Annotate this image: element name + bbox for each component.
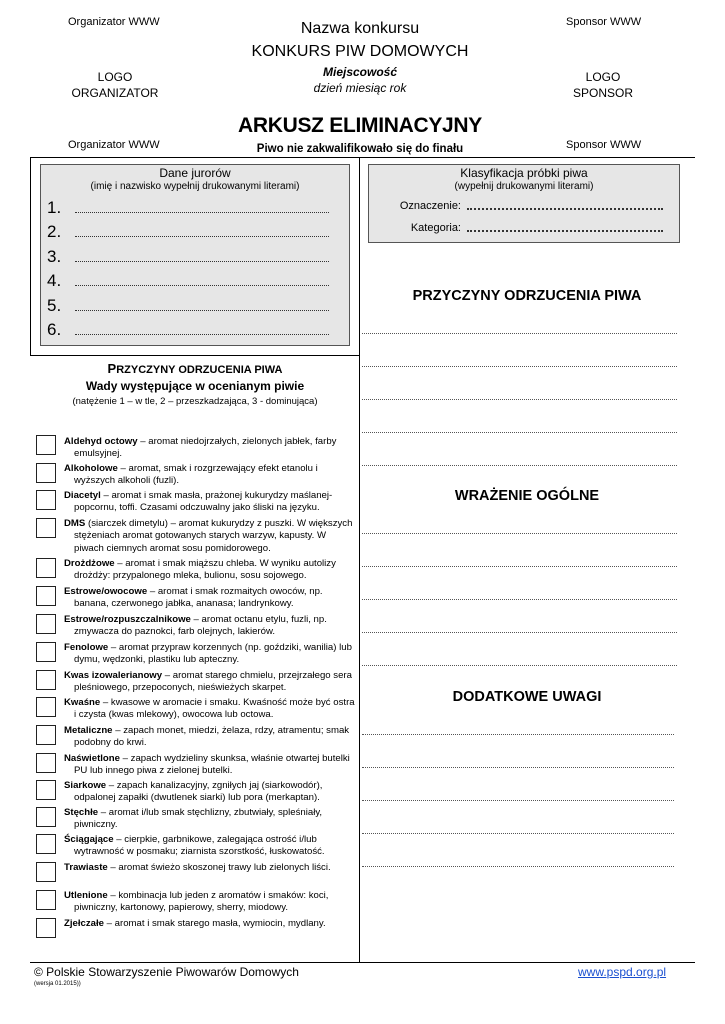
jurors-box — [40, 164, 350, 346]
flaw-description — [64, 697, 356, 722]
flaw-checkbox[interactable] — [36, 614, 56, 634]
flaw-term: Aldehyd octowy — [64, 436, 138, 447]
flaw-checkbox[interactable] — [36, 435, 56, 455]
category-field[interactable] — [467, 220, 663, 232]
flaw-term: Metaliczne — [64, 725, 113, 736]
footer-copyright: © Polskie Stowarzyszenie Piwowarów Domowych — [34, 965, 299, 979]
flaw-term: Alkoholowe — [64, 463, 118, 474]
flaw-checkbox[interactable] — [36, 697, 56, 717]
juror-number: 5. — [47, 295, 62, 315]
additional-notes-heading: DODATKOWE UWAGI — [452, 689, 602, 705]
sample-id-row[interactable] — [369, 198, 679, 212]
flaw-term: Trawiaste — [64, 862, 108, 873]
flaw-desc: – aromat świeżo skoszonej trawy lub zielonych liści. — [107, 862, 331, 873]
flaw-desc: – aromat i smak rozmaitych owoców, np. banana, czerwonego jabłka, ananasa; landrynkowy. — [74, 586, 323, 610]
impression-line[interactable] — [362, 632, 677, 633]
flaw-checkbox[interactable] — [36, 780, 56, 800]
flaw-desc: – zapach wydzieliny skunksa, właśnie otwartej butelki PU lub innego piwa z zielonej butelki. — [74, 753, 350, 777]
header-divider — [30, 157, 695, 158]
impression-line[interactable] — [362, 665, 677, 666]
contest-date: dzień miesiąc rok — [313, 81, 407, 95]
flaw-description — [64, 807, 356, 832]
flaw-checkbox[interactable] — [36, 558, 56, 578]
flaw-description — [64, 890, 356, 915]
flaw-desc: – kwasowe w aromacie i smaku. Kwaśność może być ostra i czysta (kwas mlekowy), owocowa lub octowa. — [74, 697, 355, 721]
flaw-term: Naświetlone — [64, 753, 120, 764]
rejection-line[interactable] — [362, 399, 677, 400]
juror-number: 6. — [47, 320, 62, 339]
flaw-desc: – zapach kanalizacyjny, zgniłych jaj (siarkowodór), odpalonej zapałki (dwutlenek siarki) lub pora (merkaptan). — [74, 780, 323, 804]
sheet-title: ARKUSZ ELIMINACYJNY — [238, 114, 482, 137]
sponsor-top-label: Sponsor WWW — [566, 16, 642, 28]
juror-row[interactable] — [47, 292, 331, 317]
footer-divider — [30, 962, 695, 963]
rejection-line[interactable] — [362, 333, 677, 334]
flaw-checkbox[interactable] — [36, 753, 56, 773]
flaw-desc: – aromat i smak starego masła, wymiocin, mydlany. — [104, 918, 326, 929]
flaw-description — [64, 490, 356, 515]
footer-version: (wersja 01.2015)) — [34, 981, 81, 987]
flaw-term: Drożdżowe — [64, 558, 115, 569]
contest-name: Nazwa konkursu — [300, 20, 420, 37]
jurors-list — [41, 194, 349, 341]
flaw-description — [64, 725, 356, 750]
classification-instruction: (wypełnij drukowanymi literami) — [454, 181, 594, 192]
flaw-checkbox[interactable] — [36, 463, 56, 483]
notes-line[interactable] — [362, 734, 674, 735]
flaw-term: Zjełczałe — [64, 918, 104, 929]
notes-line[interactable] — [362, 833, 674, 834]
column-divider — [359, 157, 360, 962]
flaws-subtitle: Wady występujące w ocenianym piwie — [85, 379, 305, 393]
flaw-checkbox[interactable] — [36, 807, 56, 827]
jurors-instruction: (imię i nazwisko wypełnij drukowanymi literami) — [90, 181, 300, 192]
juror-name-line[interactable] — [75, 272, 329, 286]
flaw-term: DMS — [64, 518, 86, 529]
juror-name-line[interactable] — [75, 223, 329, 237]
category-row[interactable] — [369, 220, 679, 234]
flaws-title — [30, 361, 360, 376]
flaw-term: Stęchłe — [64, 807, 99, 818]
impression-line[interactable] — [362, 533, 677, 534]
logo-sponsor-line2: SPONSOR — [572, 86, 633, 100]
flaw-desc: – cierpkie, garbnikowe, zalegająca ostrość i/lub wytrawność w posmaku; ziarnista szorstkość, łuskowatość. — [74, 834, 325, 858]
flaw-desc: – aromat i smak miąższu chleba. W wyniku autolizy drożdży: przypalonego mleka, bulionu, sosu sojowego. — [74, 558, 336, 582]
flaw-checkbox[interactable] — [36, 890, 56, 910]
contest-title: KONKURS PIW DOMOWYCH — [251, 43, 469, 60]
rejection-line[interactable] — [362, 366, 677, 367]
classification-title: Klasyfikacja próbki piwa — [460, 166, 588, 180]
organizer-top-label: Organizator WWW — [68, 16, 160, 28]
flaw-description — [64, 862, 356, 874]
juror-number: 1. — [47, 197, 62, 217]
flaw-desc: – aromat przypraw korzennych (np. goździki, wanilia) lub dymu, wędzonki, plastiku lub apteczny. — [74, 642, 352, 666]
flaw-term: Fenolowe — [64, 642, 109, 653]
flaw-description — [64, 753, 356, 778]
flaw-term: Utlenione — [64, 890, 108, 901]
flaw-checkbox[interactable] — [36, 862, 56, 882]
logo-sponsor-line1: LOGO — [585, 70, 621, 84]
flaw-description — [64, 614, 356, 639]
sheet-subtitle: Piwo nie zakwalifikowało się do finału — [256, 143, 464, 155]
flaw-description — [64, 558, 356, 583]
flaw-desc: – aromat, smak i rozgrzewający efekt etanolu i wyższych alkoholi (fuzli). — [74, 463, 318, 487]
sample-id-label: Oznaczenie: — [399, 200, 461, 212]
rejection-line[interactable] — [362, 465, 677, 466]
rejection-line[interactable] — [362, 432, 677, 433]
flaw-checkbox[interactable] — [36, 918, 56, 938]
flaw-checkbox[interactable] — [36, 518, 56, 538]
jurors-title: Dane jurorów — [159, 166, 231, 180]
impression-line[interactable] — [362, 599, 677, 600]
notes-line[interactable] — [362, 800, 674, 801]
juror-number: 3. — [47, 246, 62, 266]
flaw-desc: – aromat starego chmielu, przejrzałego sera pleśniowego, przepoconych, nieświeżych skarpet. — [74, 670, 352, 694]
flaws-title-rest: RZYCZYNY ODRZUCENIA PIWA — [116, 364, 283, 376]
juror-number: 2. — [47, 222, 62, 241]
notes-line[interactable] — [362, 767, 674, 768]
classification-box — [368, 164, 680, 243]
flaw-term: Estrowe/owocowe — [64, 586, 148, 597]
flaw-checkbox[interactable] — [36, 586, 56, 606]
flaw-description — [64, 918, 356, 930]
jurors-section-divider — [30, 355, 360, 356]
flaw-desc: – aromat octanu etylu, fuzli, np. zmywacza do paznokci, farb olejnych, lakierów. — [74, 614, 327, 638]
juror-row[interactable] — [47, 243, 331, 268]
rejection-reasons-heading: PRZYCZYNY ODRZUCENIA PIWA — [412, 288, 642, 304]
flaw-term: Kwas izowalerianowy — [64, 670, 163, 681]
flaw-description — [64, 518, 356, 555]
flaw-term: Kwaśne — [64, 697, 101, 708]
footer-website-link[interactable]: www.pspd.org.pl — [578, 965, 667, 979]
juror-name-line[interactable] — [75, 297, 329, 311]
flaw-description — [64, 436, 356, 461]
flaw-checkbox[interactable] — [36, 725, 56, 745]
category-label: Kategoria: — [410, 222, 461, 234]
flaw-desc: – aromat i/lub smak stęchlizny, zbutwiały, spleśniały, piwniczny. — [74, 807, 323, 831]
logo-organizer-line1: LOGO — [97, 70, 133, 84]
juror-number: 4. — [47, 271, 62, 290]
flaw-term: Diacetyl — [64, 490, 101, 501]
flaw-description — [64, 586, 356, 611]
contest-location: Miejscowość — [322, 65, 398, 79]
flaw-desc: (siarczek dimetylu) – aromat kukurydzy z puszki. W większych stężeniach aromat gotowanych starych warzyw, kapusty. W piwach ciemnych aromat sosu pomidorowego. — [74, 518, 353, 554]
flaw-term: Siarkowe — [64, 780, 107, 791]
flaw-desc: – kombinacja lub jeden z aromatów i smaków: koci, piwniczny, kartonowy, papierowy, sherry, miodowy. — [74, 890, 329, 914]
flaw-description — [64, 670, 356, 695]
juror-row[interactable] — [47, 219, 331, 244]
flaw-description — [64, 834, 356, 859]
left-border-top — [30, 157, 31, 355]
flaws-title-initial: P — [107, 361, 117, 376]
juror-name-line[interactable] — [75, 321, 329, 335]
flaw-checkbox[interactable] — [36, 642, 56, 662]
impression-line[interactable] — [362, 566, 677, 567]
sponsor-bottom-label: Sponsor WWW — [566, 139, 642, 151]
flaw-term: Ściągające — [64, 834, 114, 845]
sample-id-field[interactable] — [467, 198, 663, 210]
flaw-desc: – aromat i smak masła, prażonej kukurydzy maślanej- popcornu, toffi. Czasami odczuwalny jako śliski na języku. — [74, 490, 333, 514]
juror-row[interactable] — [47, 194, 331, 219]
flaw-checkbox[interactable] — [36, 670, 56, 690]
flaw-checkbox[interactable] — [36, 834, 56, 854]
organizer-bottom-label: Organizator WWW — [68, 139, 160, 151]
flaw-term: Estrowe/rozpuszczalnikowe — [64, 614, 191, 625]
juror-row[interactable] — [47, 268, 331, 293]
juror-name-line[interactable] — [75, 248, 329, 262]
overall-impression-heading: WRAŻENIE OGÓLNE — [454, 488, 600, 504]
logo-organizer-line2: ORGANIZATOR — [71, 86, 159, 100]
notes-line[interactable] — [362, 866, 674, 867]
juror-name-line[interactable] — [75, 199, 329, 213]
flaws-intensity-scale: (natężenie 1 – w tle, 2 – przeszkadzająca, 3 - dominująca) — [72, 396, 318, 407]
flaw-desc: – aromat niedojrzałych, zielonych jabłek, farby emulsyjnej. — [74, 436, 337, 460]
flaw-description — [64, 463, 356, 488]
flaw-checkbox[interactable] — [36, 490, 56, 510]
flaw-description — [64, 642, 356, 667]
flaw-description — [64, 780, 356, 805]
juror-row[interactable] — [47, 317, 331, 342]
flaw-desc: – zapach monet, miedzi, żelaza, rdzy, atramentu; smak podobny do krwi. — [74, 725, 350, 749]
